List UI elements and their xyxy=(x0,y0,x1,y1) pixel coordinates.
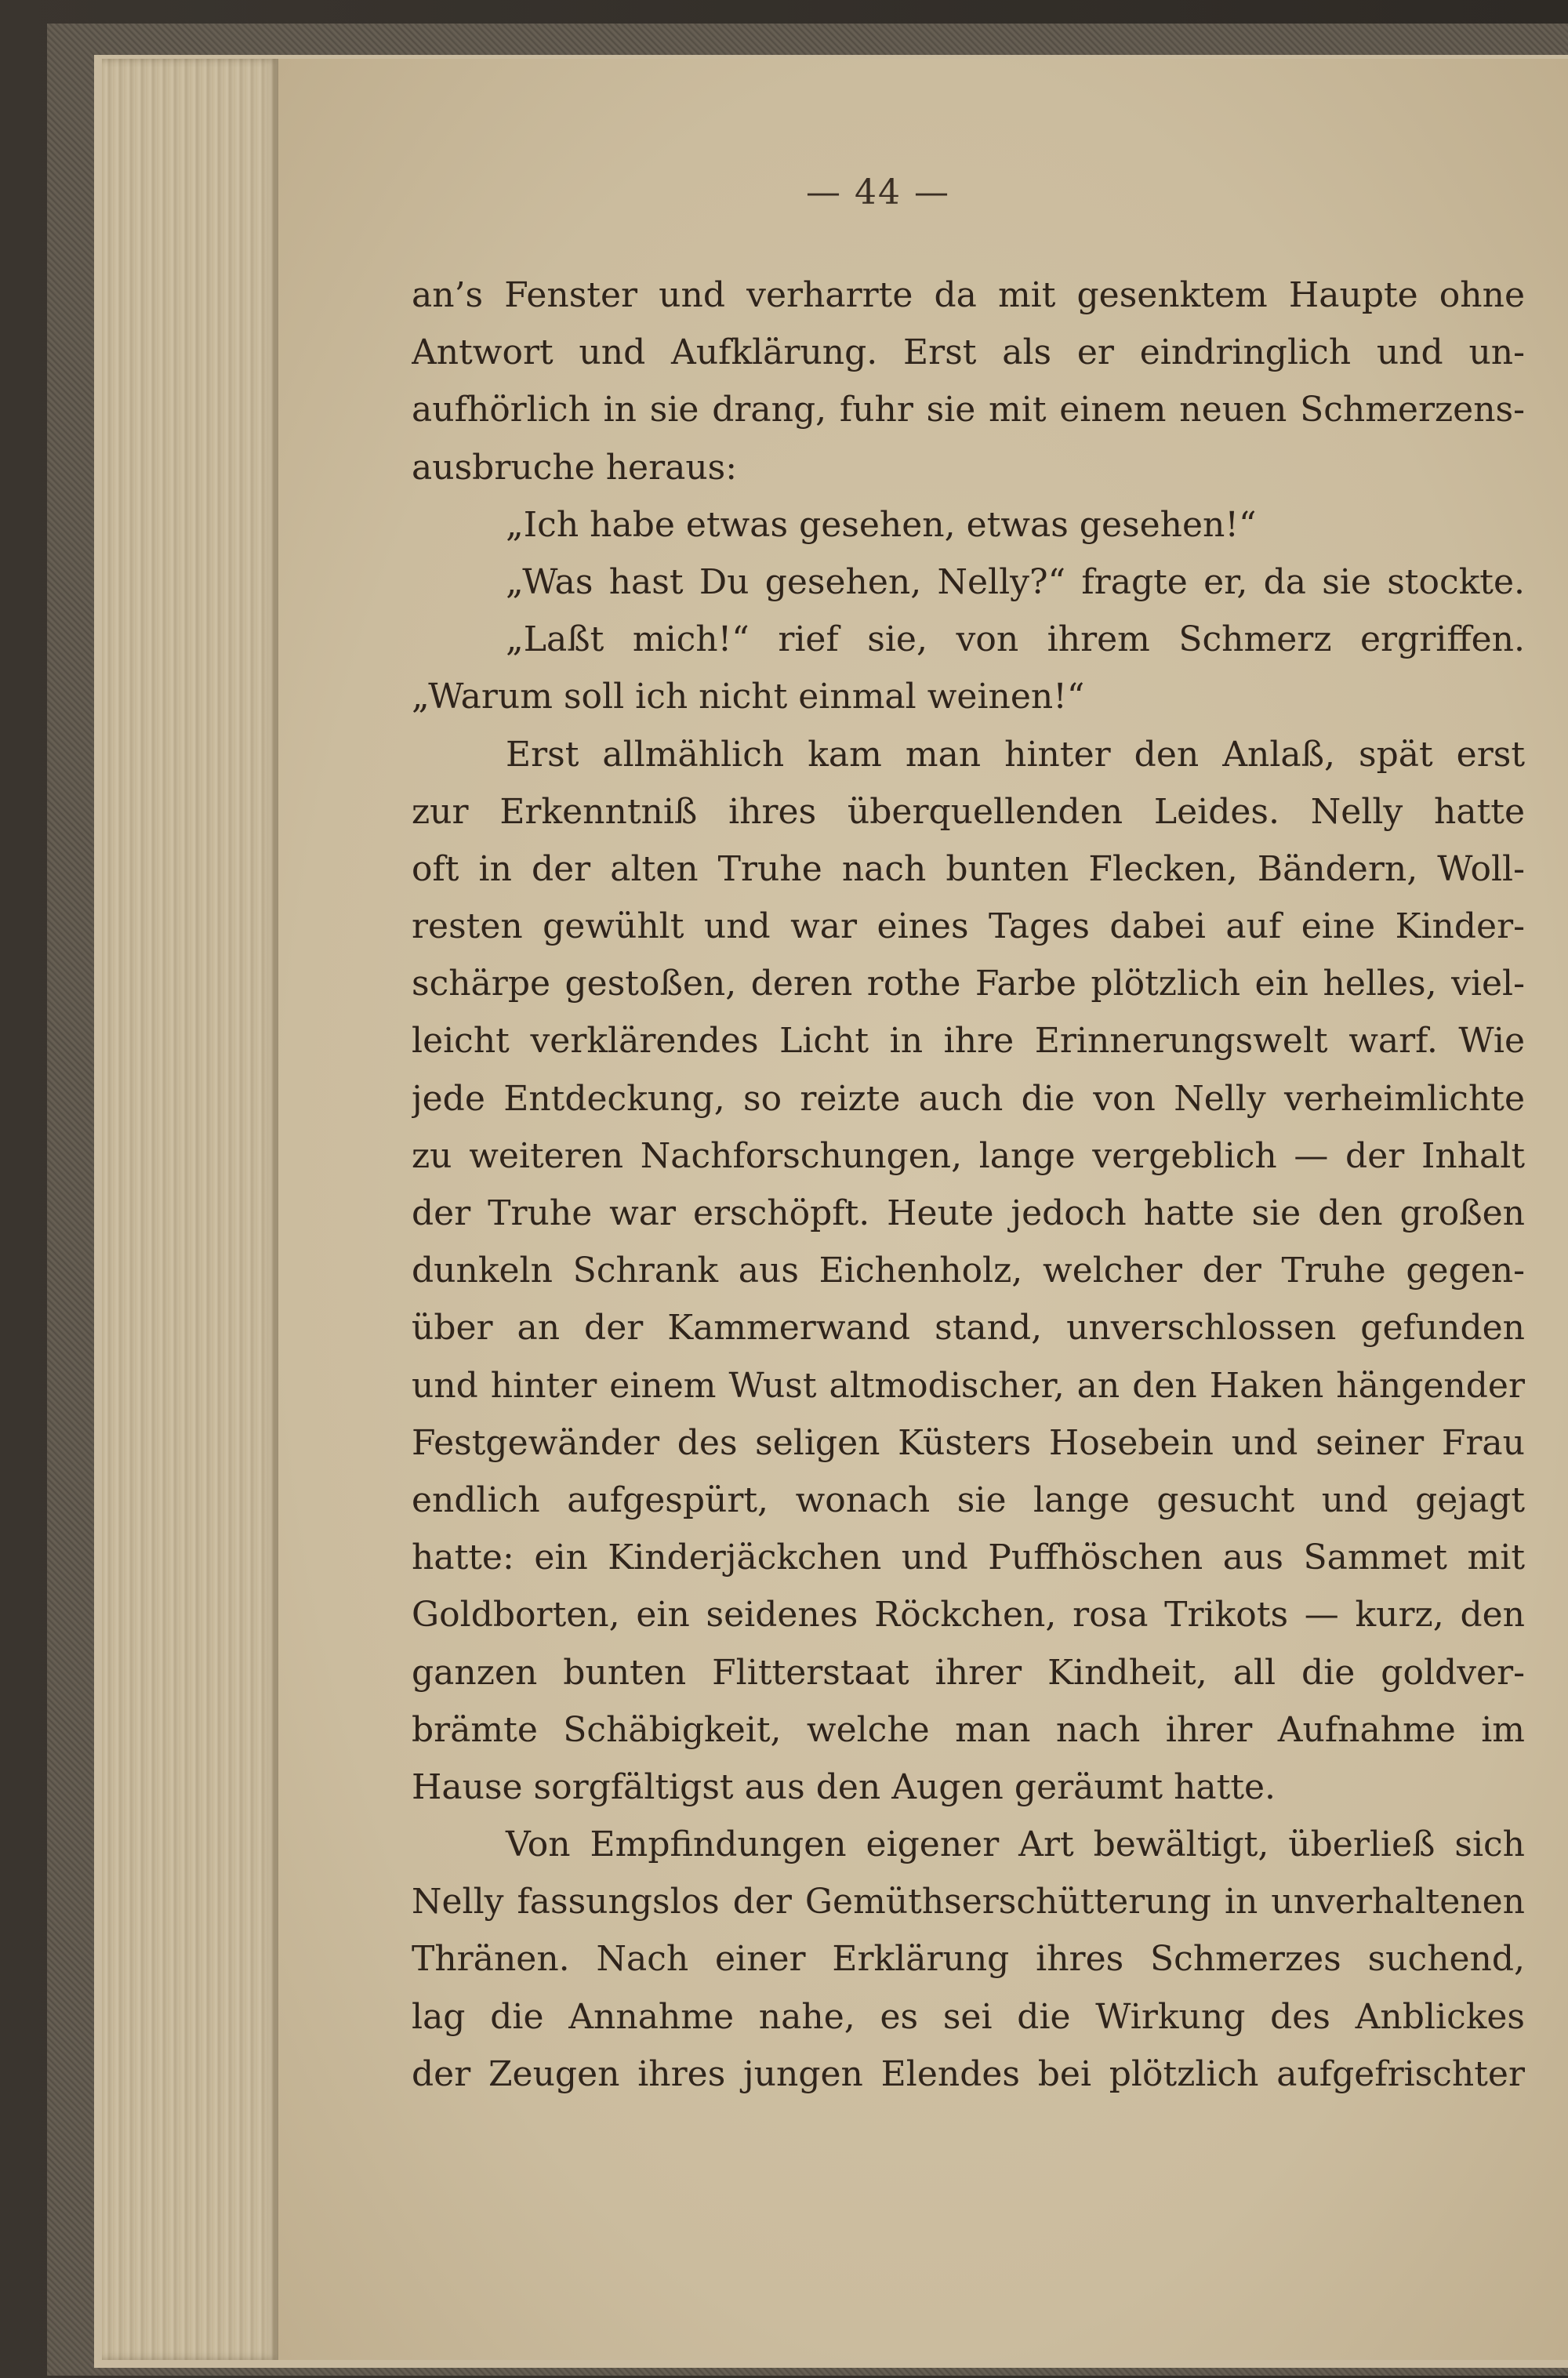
page-text xyxy=(412,267,1525,2103)
text-line: Erst allmählich kam man hinter den Anlaß, spät erst xyxy=(506,734,1525,775)
text-line: „Warum soll ich nicht einmal weinen!“ xyxy=(412,677,1085,717)
text-line: dunkeln Schrank aus Eichenholz, welcher der Truhe gegen- xyxy=(412,1251,1525,1291)
text-line: hatte: ein Kinderjäckchen und Puffhöschen aus Sammet mit xyxy=(412,1538,1525,1578)
text-line: endlich aufgespürt, wonach sie lange gesucht und gejagt xyxy=(412,1479,1525,1520)
page-number: — 44 — xyxy=(806,172,950,212)
text-line: lag die Annahme nahe, es sei die Wirkung des Anblickes xyxy=(412,1996,1525,2037)
text-line: Hause sorgfältigst aus den Augen geräumt hatte. xyxy=(412,1766,1276,1807)
text-line: ausbruche heraus: xyxy=(412,447,738,488)
text-line: zu weiteren Nachforschungen, lange vergeblich — der Inhalt xyxy=(412,1135,1525,1176)
text-line: der Truhe war erschöpft. Heute jedoch hatte sie den großen xyxy=(412,1193,1525,1233)
text-line: Nelly fassungslos der Gemüthserschütterung in unverhaltenen xyxy=(412,1882,1525,1922)
text-line: Festgewänder des seligen Küsters Hosebein und seiner Frau xyxy=(412,1422,1525,1463)
text-line: zur Erkenntniß ihres überquellenden Leides. Nelly hatte xyxy=(412,791,1525,832)
text-line: Thränen. Nach einer Erklärung ihres Schmerzes suchend, xyxy=(412,1939,1525,1980)
text-line: schärpe gestoßen, deren rothe Farbe plötzlich ein helles, viel- xyxy=(412,964,1525,1004)
text-line: „Ich habe etwas gesehen, etwas gesehen!“ xyxy=(506,504,1257,545)
text-line: jede Entdeckung, so reizte auch die von Nelly verheimlichte xyxy=(412,1078,1525,1119)
text-line: an’s Fenster und verharrte da mit gesenktem Haupte ohne xyxy=(412,275,1525,315)
text-line: „Laßt mich!“ rief sie, von ihrem Schmerz ergriffen. xyxy=(506,619,1525,660)
text-line: leicht verklärendes Licht in ihre Erinnerungswelt warf. Wie xyxy=(412,1021,1525,1062)
text-line: resten gewühlt und war eines Tages dabei auf eine Kinder- xyxy=(412,906,1525,947)
text-line: ganzen bunten Flitterstaat ihrer Kindheit, all die goldver- xyxy=(412,1652,1525,1693)
text-line: aufhörlich in sie drang, fuhr sie mit einem neuen Schmerzens- xyxy=(412,390,1525,430)
text-line: Antwort und Aufklärung. Erst als er eindringlich und un- xyxy=(412,332,1525,373)
text-line: und hinter einem Wust altmodischer, an den Haken hängender xyxy=(412,1365,1525,1406)
text-line: der Zeugen ihres jungen Elendes bei plötzlich aufgefrischter xyxy=(412,2053,1525,2094)
text-line: über an der Kammerwand stand, unverschlossen gefunden xyxy=(412,1308,1525,1349)
text-line: oft in der alten Truhe nach bunten Flecken, Bändern, Woll- xyxy=(412,848,1525,889)
text-line: „Was hast Du gesehen, Nelly?“ fragte er, da sie stockte. xyxy=(506,561,1525,602)
text-line: brämte Schäbigkeit, welche man nach ihrer Aufnahme im xyxy=(412,1709,1525,1750)
page-edges xyxy=(102,59,278,2360)
text-line: Goldborten, ein seidenes Röckchen, rosa Trikots — kurz, den xyxy=(412,1595,1525,1636)
text-line: Von Empfindungen eigener Art bewältigt, überließ sich xyxy=(506,1824,1525,1865)
